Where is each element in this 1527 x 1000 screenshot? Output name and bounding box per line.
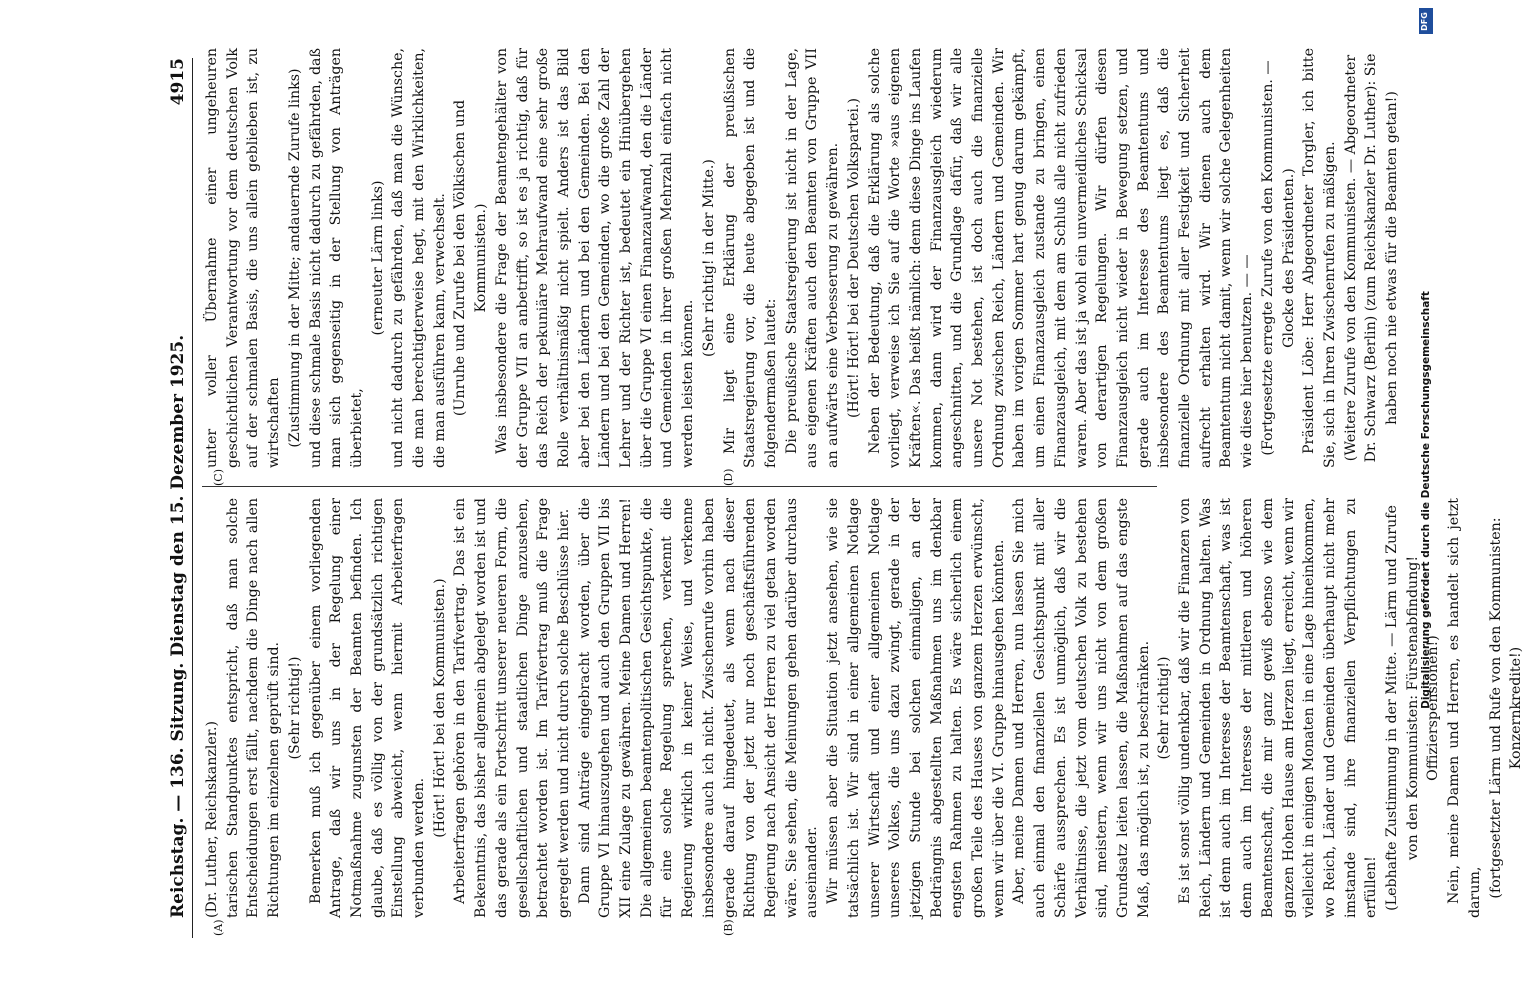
paragraph: Wir müssen aber die Situation jetzt ansehen, wie sie tatsächlich ist. Wir sind in einer allgemeinen Notlage unserer Wirtschaft und einer allgemeinen Notlage unseres Volkes, die uns dazu zwingt, gerade in der jetzigen Stunde bei solchen einmaligen, an der Bedrängnis abgestellten Maßnahmen uns im denkbar engsten Rahmen zu halten. Es wäre sicherlich einem großen Teile des Hauses von ganzem Herzen erwünscht, wenn wir über die VI. Gruppe hinausgehen könnten.: [825, 498, 1007, 918]
header-title: Reichstag. — 136. Sitzung. Dienstag den 15. Dezember 1925.: [168, 334, 188, 918]
interjection: (Hört! Hört! bei der Deutschen Volkspartei.): [845, 98, 862, 418]
paragraph: Dann sind Anträge eingebracht worden, über die Gruppe VI hinauszugehen und auch den Gruppen VII bis XII eine Zulage zu gewähren. Meine Damen und Herren! Die allgemeinen beamtenpolitischen Gesichtspunkte, die für eine solche Regelung sprechen, verkennt die Regierung wirklich in keiner Weise, und verkenne insbesondere auch ich nicht. Zwischenrufe vorhin haben gerade darauf hingedeutet, als wenn nach dieser Richtung von der jetzt nur noch geschäftsführenden Regierung nach Ansicht der Herren zu viel getan worden wäre. Sie sehen, die Meinungen gehen darüber durchaus auseinander.: [576, 498, 821, 918]
right-column: [202, 48, 1403, 468]
paragraph: unter voller Übernahme einer ungeheuren geschichtlichen Verantwortung vor dem deutschen Volk auf der schmalen Basis, die uns allein geblieben ist, zu wirtschaften: [204, 48, 283, 468]
paragraph: Es ist sonst völlig undenkbar, daß wir die Finanzen von Reich, Ländern und Gemeinden in Ordnung halten. Was ist denn auch im Interesse der Beamtenschaft, was ist denn auch im Interesse der mittleren und höheren Beamtenschaft, die mir ganz gewiß ebenso wie dem ganzen Hohen Hause am Herzen liegt, erreicht, wenn wir vielleicht in einigen Monaten in eine Lage hineinkommen, wo Reich, Länder und Gemeinden überhaupt nicht mehr imstande sind, ihre finanziellen Verpflichtungen zu erfüllen!: [1177, 498, 1380, 918]
column-divider: [202, 486, 1157, 487]
page-number: 4915: [168, 58, 188, 106]
paragraph: Nein, meine Damen und Herren, es handelt sich jetzt darum,: [1446, 498, 1483, 918]
quotation: Die preußische Staatsregierung ist nicht in der Lage, aus eigenen Kräften auch den Beamten von Gruppe VII an aufwärts eine Verbesserung zu gewähren.: [783, 48, 842, 468]
interjection: (Sehr richtig!): [1156, 656, 1173, 760]
speaker-line: (Dr. Luther, Reichskanzler.): [204, 720, 220, 918]
paragraph: Aber, meine Damen und Herren, nun lassen Sie mich auch einmal den finanziellen Gesichtspunkt mit aller Schärfe aussprechen. Es ist unmöglich, daß wir die Verhältnisse, die jetzt vom deutschen Volk zu bestehen sind, meistern, wenn wir uns nicht von dem großen Grundsatz leiten lassen, die Maßnahmen auf das engste Maß, das möglich ist, zu beschränken.: [1011, 498, 1152, 918]
interjection: (Sehr richtig! in der Mitte.): [700, 159, 717, 357]
paragraph: Mir liegt eine Erklärung der preußischen Staatsregierung vor, die heute abgegeben ist und die folgendermaßen lautet:: [721, 48, 779, 468]
paragraph: tarischen Standpunktes entspricht, daß man solche Entscheidungen erst fällt, nachdem die Dinge nach allen Richtungen im einzelnen geprüft sind.: [224, 498, 283, 918]
interjection: (Sehr richtig!): [286, 656, 303, 760]
digitization-strip: [1418, 0, 1434, 1000]
interjection: (Weitere Zurufe von den Kommunisten. — Abgeordneter Dr. Schwarz (Berlin) (zum Reichskanzler Dr. Luther): Sie haben noch nie etwas für die Beamten getan!): [1342, 53, 1401, 463]
interjection: (Fortgesetzte erregte Zurufe von den Kommunisten. — Glocke des Präsidenten.): [1259, 60, 1297, 456]
interjection: (Hört! Hört! bei den Kommunisten.): [431, 578, 448, 838]
margin-marker-c: (C): [212, 469, 225, 486]
left-column: [202, 498, 1527, 918]
interjection: (fortgesetzter Lärm und Rufe von den Kommunisten: Konzernkredite!): [1487, 517, 1525, 899]
dfg-logo: DFG: [1419, 8, 1433, 34]
paragraph: Neben der Bedeutung, daß die Erklärung als solche vorliegt, verweise ich Sie auf die Worte »aus eigenen Kräften«. Das heißt nämlich: denn diese Dinge ins Laufen kommen, dann wird der Finanzausgleich wiederum angeschnitten, und die Grundlage dafür, daß wir alle unsere Not bestehen, ist doch auch die finanzielle Ordnung zwischen Reich, Ländern und Gemeinden. Wir haben im vorigen Sommer hart genug darum gekämpft, um einen Finanzausgleich zustande zu bringen, einen Finanzausgleich, mit dem am Schluß alle nicht zufrieden waren. Aber das ist ja wohl ein unvermeidliches Schicksal von derartigen Regelungen. Wir dürfen diesen Finanzausgleich nicht wieder in Bewegung setzen, und gerade auch im Interesse des Beamtentums und insbesondere des Beamtentums liegt es, daß die finanzielle Ordnung mit aller Festigkeit und Sicherheit aufrecht erhalten wird. Wir dienen auch dem Beamtentum nicht damit, wenn wir solche Gelegenheiten wie diese hier benutzen. — —: [866, 48, 1256, 468]
margin-marker-b: (B): [722, 919, 735, 936]
interjection: (Unruhe und Zurufe bei den Völkischen und Kommunisten.): [452, 99, 490, 417]
paragraph: und nicht dadurch zu gefährden, daß man die Wünsche, die man berechtigterweise hegt, mit den Wirklichkeiten, die man ausführen kann, verwechselt.: [390, 48, 448, 468]
margin-marker-d: (D): [722, 468, 735, 486]
president-remark: Präsident Löbe: Herr Abgeordneter Torgler, ich bitte Sie, sich in Ihren Zwischenrufen zu mäßigen.: [1301, 48, 1338, 468]
interjection: (erneuter Lärm links): [369, 180, 386, 336]
paragraph: Arbeiterfragen gehören in den Tarifvertrag. Das ist ein Bekenntnis, das bisher allgemein abgelegt worden ist und das gerade als ein Fortschritt unserer neueren Form, die gesellschaftlichen und staatlichen Dinge anzusehen, betrachtet worden ist. Im Tarifvertrag muß die Frage geregelt werden und nicht durch solche Beschlüsse hier.: [452, 498, 572, 918]
paragraph: Bemerken muß ich gegenüber einem vorliegenden Antrage, daß wir uns in der Regelung einer Notmaßnahme zugunsten der Beamten befinden. Ich glaube, daß es völlig von der grundsätzlich richtigen Einstellung abweicht, wenn hiermit Arbeiterfragen verbunden werden.: [307, 498, 428, 918]
interjection: (Lebhafte Zustimmung in der Mitte. — Lärm und Zurufe von den Kommunisten: Fürstenabfindung! Offizierspensionen!): [1384, 505, 1442, 911]
paragraph: und diese schmale Basis nicht dadurch zu gefährden, daß man sich gegenseitig in der Stellung von Anträgen überbietet,: [307, 48, 365, 468]
margin-marker-a: (A): [212, 919, 225, 936]
paragraph: Was insbesondere die Frage der Beamtengehälter von der Gruppe VII an anbetrifft, so ist es ja richtig, daß für das Reich der pekuniäre Mehraufwand eine sehr große Rolle verhältnismäßig nicht spielt. Anders ist das Bild aber bei den Ländern und bei den Gemeinden. Bei den Ländern und bei den Gemeinden, wo die große Zahl der Lehrer und der Richter ist, bedeutet ein Hinübergehen über die Gruppe VI einen Finanzaufwand, den die Länder und Gemeinden in ihrer großen Mehrzahl einfach nicht werden leisten können.: [493, 48, 697, 468]
interjection: (Zustimmung in der Mitte; andauernde Zurufe links): [286, 68, 303, 448]
digitization-credit: Digitalisierung gefördert durch die Deutsche Forschungsgemeinschaft: [1420, 291, 1432, 709]
page-header: [162, 58, 193, 938]
